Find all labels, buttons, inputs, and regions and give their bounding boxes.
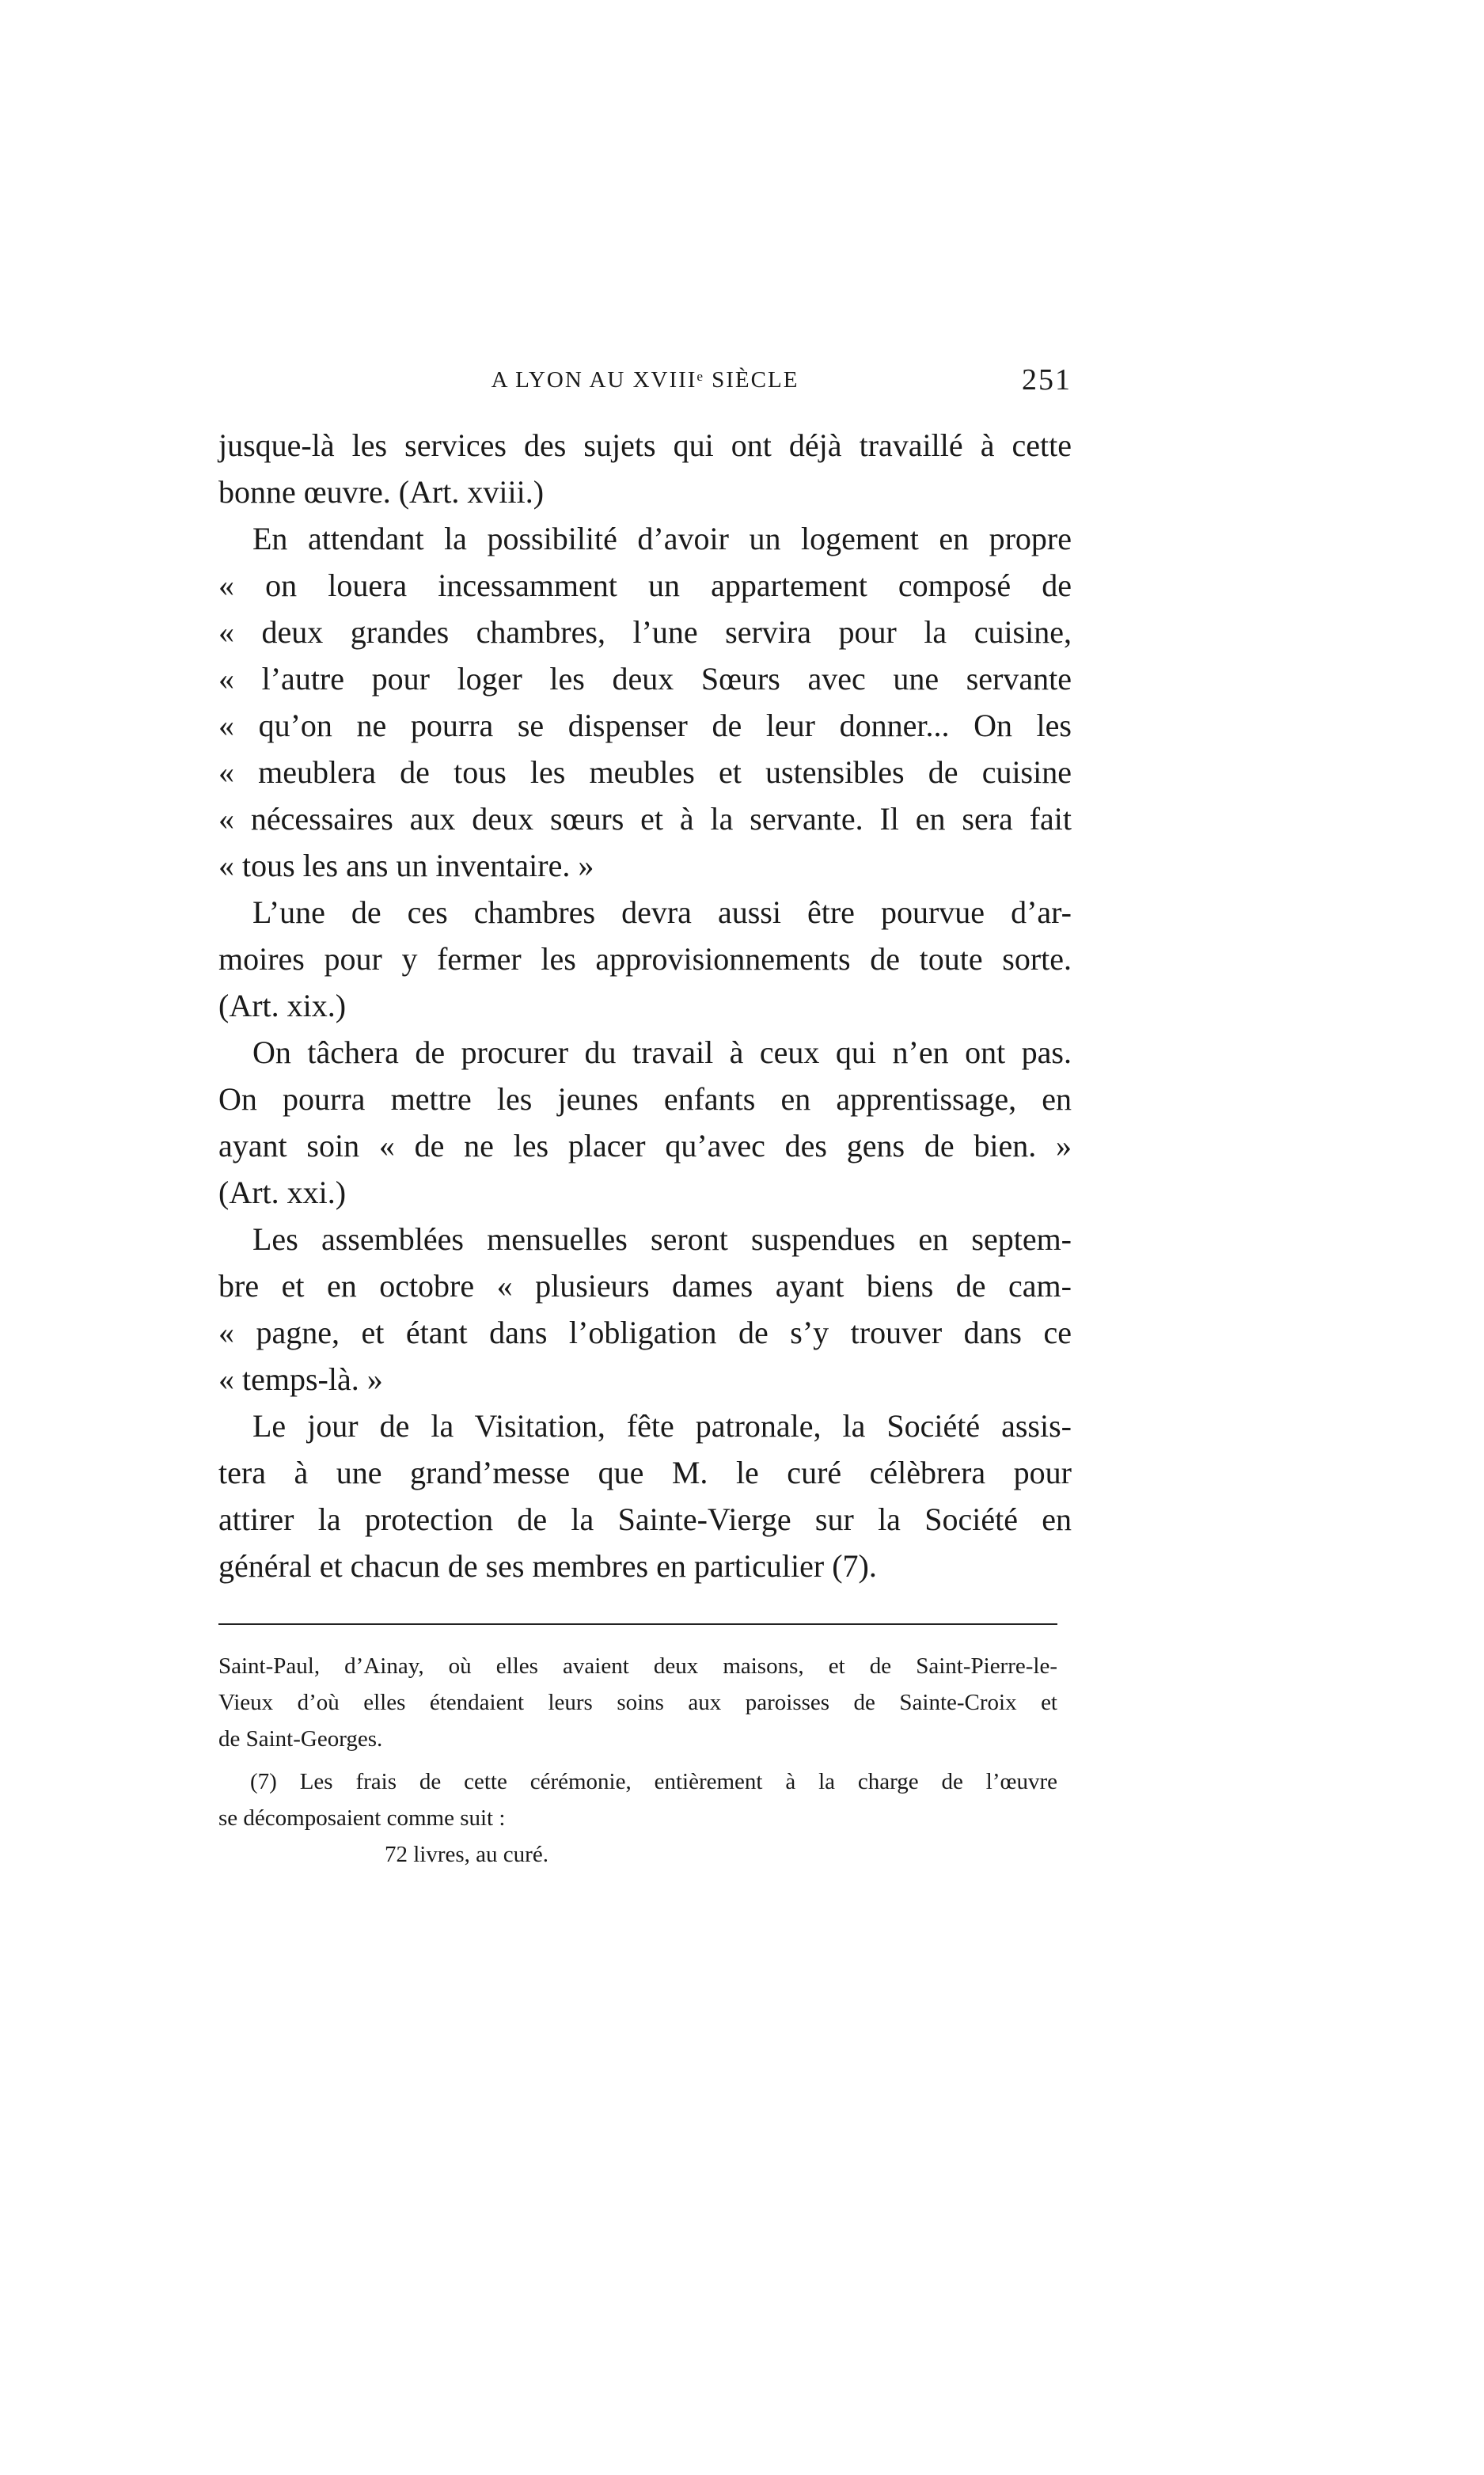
body-line: L’une de ces chambres devra aussi être pourvue d’ar- bbox=[252, 894, 1072, 930]
body-line: bre et en octobre « plusieurs dames ayant biens de cam- bbox=[218, 1268, 1072, 1304]
footnote-line: de Saint-Georges. bbox=[218, 1726, 383, 1752]
body-line: « meublera de tous les meubles et ustensibles de cuisine bbox=[218, 754, 1072, 790]
footnote-rule bbox=[218, 1623, 1057, 1625]
body-line: général et chacun de ses membres en particulier (7). bbox=[218, 1548, 877, 1584]
footnotes bbox=[218, 1648, 1057, 1873]
body-line: (Art. xix.) bbox=[218, 988, 347, 1023]
body-line: « qu’on ne pourra se dispenser de leur donner... On les bbox=[218, 708, 1072, 743]
body-line: Les assemblées mensuelles seront suspendues en septem- bbox=[252, 1221, 1072, 1257]
body-line: Le jour de la Visitation, fête patronale, la Société assis- bbox=[252, 1408, 1072, 1444]
body-line: « deux grandes chambres, l’une servira pour la cuisine, bbox=[218, 614, 1072, 650]
body-line: « on louera incessamment un appartement composé de bbox=[218, 568, 1072, 603]
body-line: « l’autre pour loger les deux Sœurs avec une servante bbox=[218, 661, 1072, 697]
body-line: « temps-là. » bbox=[218, 1361, 383, 1397]
body-line: attirer la protection de la Sainte-Vierge sur la Société en bbox=[218, 1501, 1072, 1537]
body-line: tera à une grand’messe que M. le curé célèbrera pour bbox=[218, 1455, 1072, 1490]
body-line: On tâchera de procurer du travail à ceux qui n’en ont pas. bbox=[252, 1034, 1072, 1070]
body-line: En attendant la possibilité d’avoir un logement en propre bbox=[252, 521, 1072, 556]
footnote-line: (7) Les frais de cette cérémonie, entièrement à la charge de l’œuvre bbox=[250, 1769, 1057, 1794]
body-line: « nécessaires aux deux sœurs et à la servante. Il en sera fait bbox=[218, 801, 1072, 837]
body-line: bonne œuvre. (Art. xviii.) bbox=[218, 474, 545, 510]
footnote-line: Vieux d’où elles étendaient leurs soins aux paroisses de Sainte-Croix et bbox=[218, 1690, 1057, 1715]
body-line: jusque-là les services des sujets qui ont déjà travaillé à cette bbox=[218, 427, 1072, 463]
running-title: A LYON AU XVIIIᵉ SIÈCLE bbox=[491, 367, 799, 393]
footnote-line: Saint-Paul, d’Ainay, où elles avaient deux maisons, et de Saint-Pierre-le- bbox=[218, 1653, 1057, 1679]
page-number: 251 bbox=[1022, 363, 1072, 397]
body-line: ayant soin « de ne les placer qu’avec des gens de bien. » bbox=[218, 1128, 1072, 1163]
body-text bbox=[218, 422, 1072, 1589]
body-line: « pagne, et étant dans l’obligation de s’y trouver dans ce bbox=[218, 1315, 1072, 1350]
body-line: « tous les ans un inventaire. » bbox=[218, 848, 594, 883]
footnote-line: 72 livres, au curé. bbox=[385, 1842, 548, 1867]
running-head bbox=[218, 363, 1072, 402]
footnote-line: se décomposaient comme suit : bbox=[218, 1805, 506, 1831]
body-line: moires pour y fermer les approvisionnements de toute sorte. bbox=[218, 941, 1072, 977]
body-line: On pourra mettre les jeunes enfants en apprentissage, en bbox=[218, 1081, 1072, 1117]
body-line: (Art. xxi.) bbox=[218, 1175, 347, 1210]
